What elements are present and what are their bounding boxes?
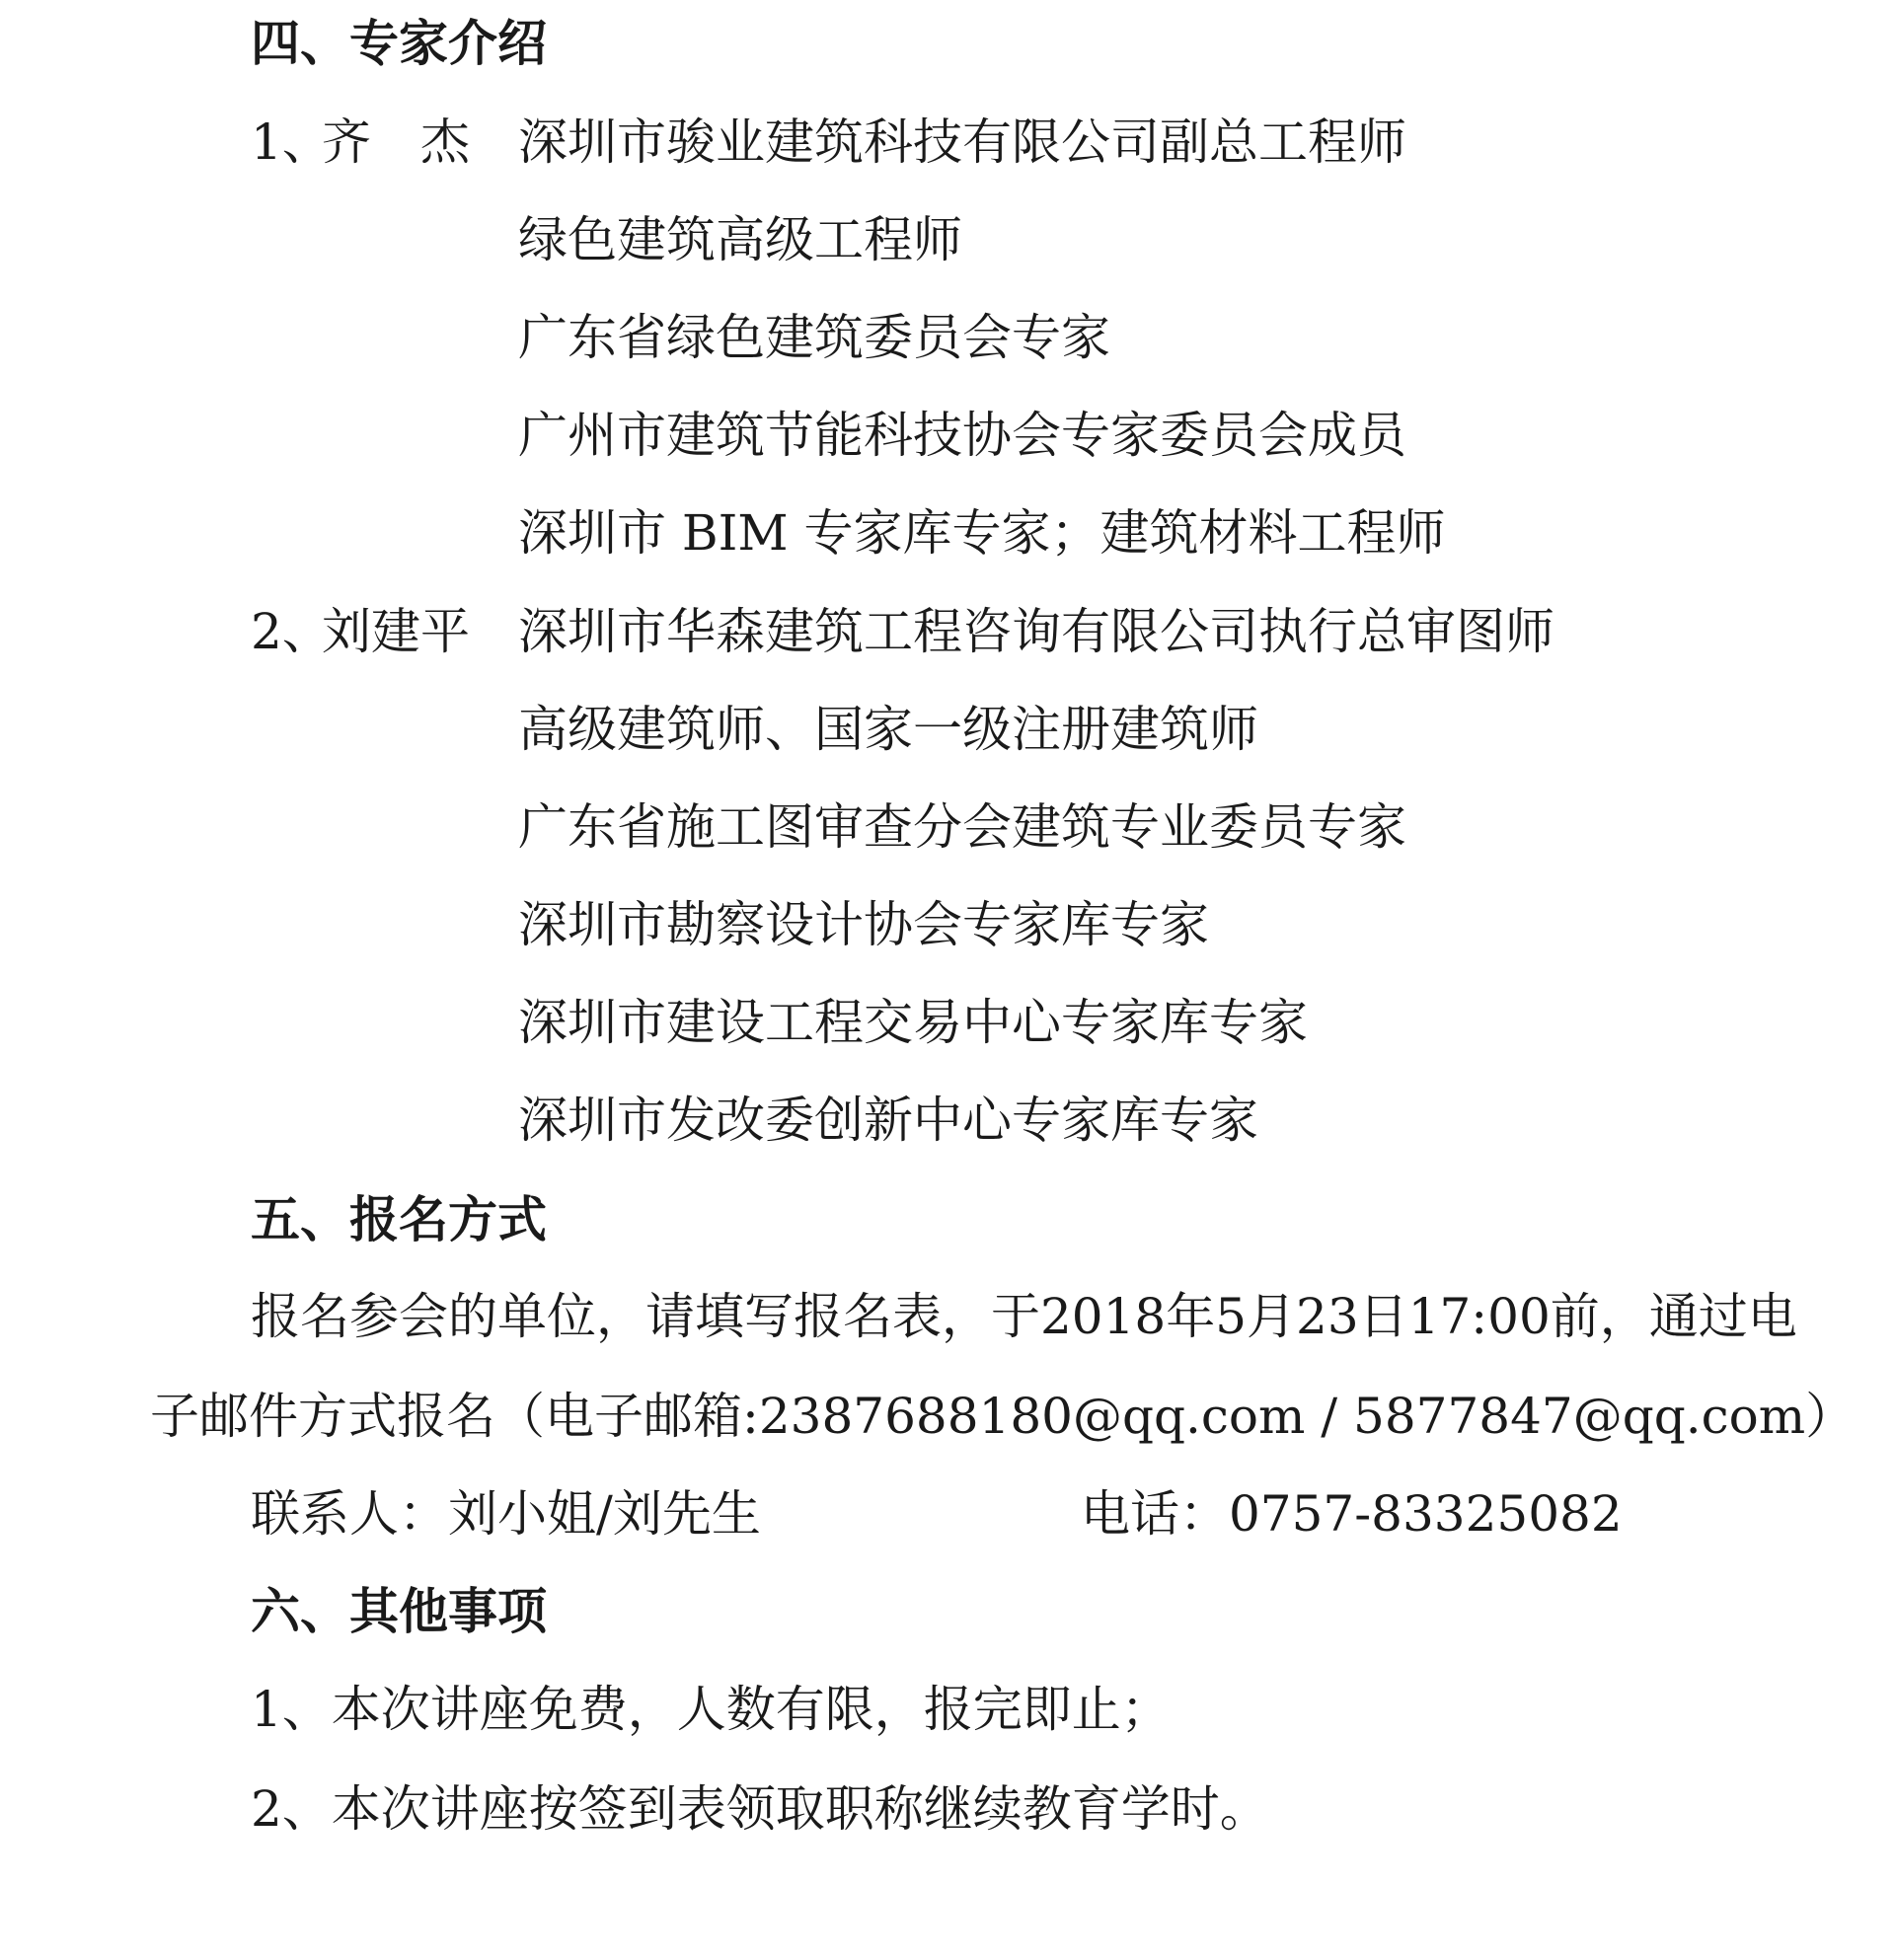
registration-paragraph-continued: 子邮件方式报名（电子邮箱:2387688180@qq.com / 5877847@qq.com） — [150, 1388, 1856, 1445]
expert-2-title: 深圳市建设工程交易中心专家库专家 — [518, 994, 1308, 1051]
expert-2-name: 刘建平 — [322, 603, 470, 660]
other-matter-item: 1、本次讲座免费，人数有限，报完即止； — [251, 1681, 1171, 1738]
other-matter-item: 2、本次讲座按签到表领取职称继续教育学时。 — [251, 1780, 1269, 1838]
expert-1-title: 绿色建筑高级工程师 — [518, 211, 962, 268]
section-heading-registration: 五、报名方式 — [251, 1191, 547, 1248]
expert-2-title: 广东省施工图审查分会建筑专业委员专家 — [518, 798, 1406, 856]
expert-2-title: 深圳市华森建筑工程咨询有限公司执行总审图师 — [518, 603, 1554, 660]
expert-2-title: 深圳市勘察设计协会专家库专家 — [518, 896, 1209, 953]
expert-1-name: 齐 杰 — [322, 113, 470, 171]
expert-2-title: 深圳市发改委创新中心专家库专家 — [518, 1092, 1258, 1149]
expert-2-title: 高级建筑师、国家一级注册建筑师 — [518, 701, 1258, 758]
section-heading-other-matters: 六、其他事项 — [251, 1583, 547, 1640]
expert-1-title: 广东省绿色建筑委员会专家 — [518, 309, 1110, 366]
expert-1-title: 深圳市骏业建筑科技有限公司副总工程师 — [518, 113, 1406, 171]
expert-1-title: 广州市建筑节能科技协会专家委员会成员 — [518, 407, 1406, 464]
expert-1-number: 1、 — [251, 113, 332, 171]
contact-phone: 电话：0757-83325082 — [1081, 1485, 1623, 1543]
registration-paragraph: 报名参会的单位，请填写报名表，于2018年5月23日17:00前，通过电 — [251, 1288, 1797, 1345]
expert-2-number: 2、 — [251, 603, 332, 660]
contact-person: 联系人：刘小姐/刘先生 — [251, 1485, 761, 1543]
expert-1-title: 深圳市 BIM 专家库专家；建筑材料工程师 — [518, 504, 1446, 562]
section-heading-experts: 四、专家介绍 — [251, 15, 547, 72]
